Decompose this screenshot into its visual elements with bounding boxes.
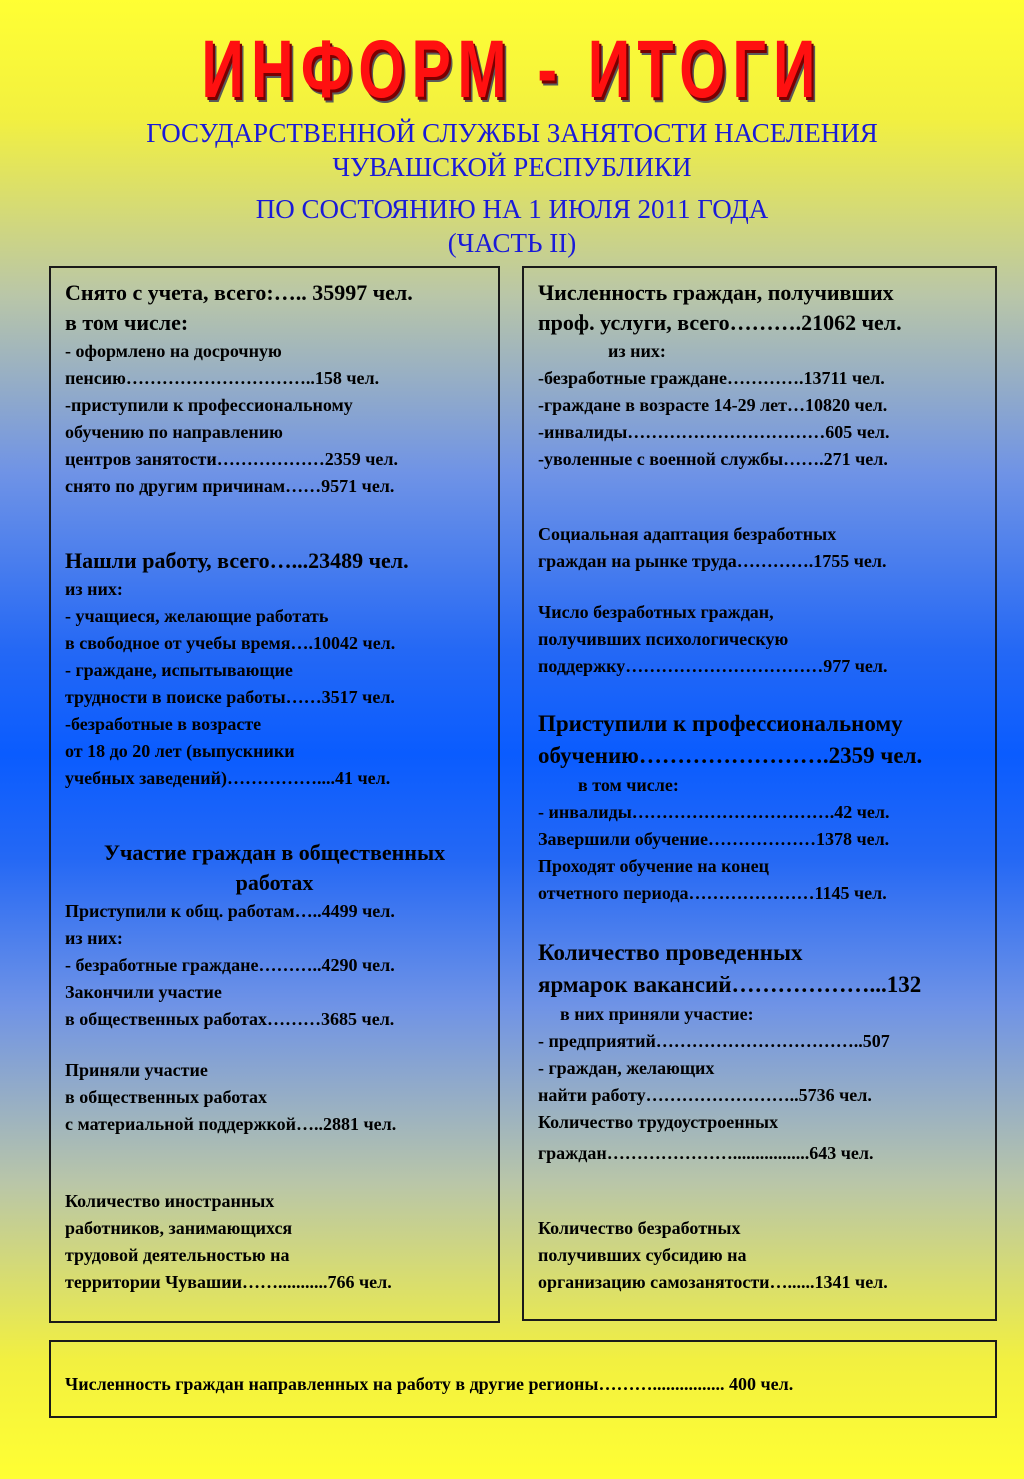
prof-services-total: проф. услуги, всего……….21062 чел. [538, 310, 902, 335]
self-employment-line: организацию самозанятости…......1341 чел. [538, 1272, 888, 1292]
material-support-section [65, 1057, 484, 1138]
foreign-workers-section [65, 1188, 484, 1296]
public-works-heading: Участие граждан в общественных [103, 840, 446, 865]
deregistered-section [65, 278, 484, 500]
foreign-workers-line: территории Чувашии……...........766 чел. [65, 1272, 392, 1292]
bottom-info-panel [49, 1340, 997, 1418]
public-works-heading: работах [235, 870, 314, 895]
foreign-workers-line: трудовой деятельностью на [65, 1245, 290, 1265]
job-fairs-line: граждан………………….................643 чел. [538, 1143, 874, 1163]
prof-services-line: -граждане в возрасте 14-29 лет…10820 чел. [538, 395, 888, 415]
vocational-training-line: Завершили обучение………………1378 чел. [538, 829, 890, 849]
foreign-workers-line: Количество иностранных [65, 1191, 275, 1211]
material-support-line: в общественных работах [65, 1087, 268, 1107]
prof-services-line: -безработные граждане………….13711 чел. [538, 368, 885, 388]
job-fairs-line: Количество трудоустроенных [538, 1112, 779, 1132]
deregistered-line: снято по другим причинам……9571 чел. [65, 476, 395, 496]
psych-support-line: поддержку……………………………977 чел. [538, 656, 888, 676]
job-fairs-line: в них приняли участие: [560, 1004, 754, 1024]
public-works-line: из них: [65, 928, 123, 948]
found-work-line: -безработные в возрасте [65, 714, 262, 734]
vocational-training-line: - инвалиды…………………………….42 чел. [538, 802, 890, 822]
deregistered-line: центров занятости………………2359 чел. [65, 449, 398, 469]
public-works-line: Приступили к общ. работам…..4499 чел. [65, 901, 395, 921]
psych-support-line: Число безработных граждан, [538, 602, 774, 622]
subtitle-line-3: ПО СОСТОЯНИЮ НА 1 ИЮЛЯ 2011 ГОДА [255, 194, 769, 224]
public-works-line: Закончили участие [65, 982, 222, 1002]
job-fairs-line: - предприятий……………………………..507 [538, 1031, 890, 1051]
found-work-total: Нашли работу, всего…...23489 чел. [65, 548, 409, 573]
subtitle-line-1: ГОСУДАРСТВЕННОЙ СЛУЖБЫ ЗАНЯТОСТИ НАСЕЛЕНИЯ [146, 118, 878, 148]
vocational-training-section [538, 708, 981, 907]
self-employment-line: Количество безработных [538, 1218, 741, 1238]
job-fairs-total: ярмарок вакансий………………...132 [538, 972, 922, 997]
psych-support-section [538, 599, 981, 680]
subtitle-line-2: ЧУВАШСКОЙ РЕСПУБЛИКИ [332, 152, 692, 182]
job-fairs-heading: Количество проведенных [538, 940, 803, 965]
found-work-line: - учащиеся, желающие работать [65, 606, 329, 626]
social-adaptation-line: Социальная адаптация безработных [538, 524, 837, 544]
deregistered-line: - оформлено на досрочную [65, 341, 282, 361]
prof-services-line: из них: [608, 341, 666, 361]
found-work-line: от 18 до 20 лет (выпускники [65, 741, 295, 761]
prof-services-section [538, 278, 981, 473]
job-fairs-section [538, 937, 981, 1167]
found-work-line: из них: [65, 579, 123, 599]
right-info-panel [522, 266, 997, 1321]
public-works-line: - безработные граждане………..4290 чел. [65, 955, 395, 975]
found-work-line: учебных заведений)……………....41 чел. [65, 768, 391, 788]
found-work-line: трудности в поиске работы……3517 чел. [65, 687, 395, 707]
vocational-training-line: Проходят обучение на конец [538, 856, 769, 876]
deregistered-line: обучению по направлению [65, 422, 283, 442]
social-adaptation-line: граждан на рынке труда………….1755 чел. [538, 551, 887, 571]
left-info-panel [49, 266, 500, 1323]
foreign-workers-line: работников, занимающихся [65, 1218, 293, 1238]
found-work-section [65, 546, 484, 792]
vocational-training-heading: Приступили к профессиональному [538, 711, 903, 736]
deregistered-line: пенсию…………………………..158 чел. [65, 368, 380, 388]
subtitle-line-4: (ЧАСТЬ II) [447, 228, 577, 258]
self-employment-line: получивших субсидию на [538, 1245, 747, 1265]
psych-support-line: получивших психологическую [538, 629, 789, 649]
vocational-training-total: обучению…………………….2359 чел. [538, 743, 923, 768]
self-employment-section [538, 1215, 981, 1296]
deregistered-total: Снято с учета, всего:….. 35997 чел. [65, 280, 413, 305]
material-support-line: с материальной поддержкой…..2881 чел. [65, 1114, 397, 1134]
deregistered-including: в том числе: [65, 310, 189, 335]
job-fairs-line: найти работу……………………..5736 чел. [538, 1085, 872, 1105]
public-works-line: в общественных работах………3685 чел. [65, 1009, 395, 1029]
public-works-section [65, 838, 484, 1033]
other-regions-line: Численность граждан направленных на работу в другие регионы………................ 400 чел. [65, 1374, 794, 1394]
found-work-line: - граждане, испытывающие [65, 660, 293, 680]
prof-services-heading: Численность граждан, получивших [538, 280, 894, 305]
social-adaptation-section [538, 521, 981, 575]
page-title: ИНФОРМ - ИТОГИ [201, 24, 823, 115]
prof-services-line: -инвалиды……………………………605 чел. [538, 422, 890, 442]
job-fairs-line: - граждан, желающих [538, 1058, 715, 1078]
deregistered-line: -приступили к профессиональному [65, 395, 353, 415]
found-work-line: в свободное от учебы время….10042 чел. [65, 633, 396, 653]
prof-services-line: -уволенные с военной службы…….271 чел. [538, 449, 888, 469]
material-support-line: Приняли участие [65, 1060, 208, 1080]
vocational-training-line: отчетного периода…………………1145 чел. [538, 883, 887, 903]
vocational-training-line: в том числе: [578, 775, 679, 795]
